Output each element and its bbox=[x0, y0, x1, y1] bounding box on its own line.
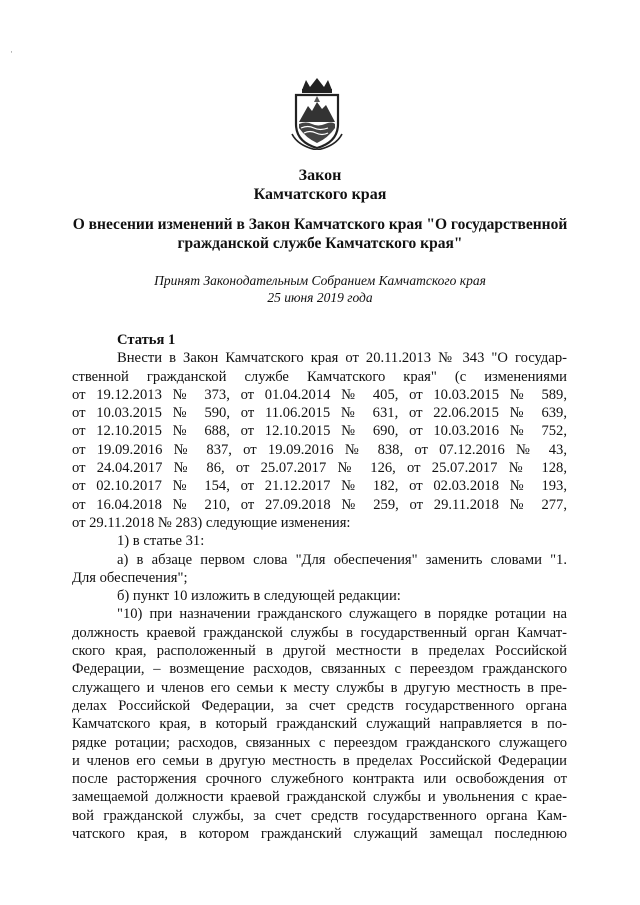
scan-mark: · bbox=[10, 47, 13, 57]
quote-line: Федерации, – возмещение расходов, связанных с переездом гражданского bbox=[72, 661, 567, 678]
adopted-by: Принят Законодательным Собранием Камчатского края bbox=[154, 273, 486, 288]
article-line: от 02.10.2017 № 154, от 21.12.2017 № 182, от 02.03.2018 № 193, bbox=[72, 478, 567, 495]
article-heading: Статья 1 bbox=[117, 332, 176, 348]
quote-line: делах Российской Федерации, за счет средств государственного органа bbox=[72, 697, 567, 714]
quote-line: замещаемой должности краевой гражданской службы и увольнения с крае- bbox=[72, 789, 567, 806]
article-line: ственной гражданской службе Камчатского края" (с изменениями bbox=[72, 368, 567, 385]
coat-of-arms-emblem bbox=[288, 78, 346, 150]
quote-line: ского края, расположенный в другой местности в пределах Российской bbox=[72, 643, 567, 660]
quote-line: "10) при назначении гражданского служащего в порядке ротации на bbox=[117, 606, 567, 623]
adopted-date: 25 июня 2019 года bbox=[267, 290, 373, 305]
article-line: от 29.11.2018 № 283) следующие изменения: bbox=[72, 514, 351, 531]
quote-line: вой гражданской службы, за счет средств государственного органа Кам- bbox=[72, 807, 567, 824]
quote-line: должность краевой гражданской службы в государственный орган Камчат- bbox=[72, 624, 567, 641]
law-title: Закон bbox=[298, 167, 342, 184]
quote-line: после расторжения срочного служебного контракта или освобождения от bbox=[72, 771, 567, 788]
list-item-b: б) пункт 10 изложить в следующей редакции: bbox=[117, 588, 401, 605]
article-line: от 16.04.2018 № 210, от 27.09.2018 № 259, от 29.11.2018 № 277, bbox=[72, 496, 567, 513]
article-line: от 10.03.2015 № 590, от 11.06.2015 № 631, от 22.06.2015 № 639, bbox=[72, 405, 567, 422]
law-subtitle-line2: гражданской службе Камчатского края" bbox=[177, 235, 463, 252]
law-region: Камчатского края bbox=[253, 186, 387, 203]
article-line: от 19.09.2016 № 837, от 19.09.2016 № 838, от 07.12.2016 № 43, bbox=[72, 441, 567, 458]
document-body bbox=[72, 331, 567, 843]
law-subtitle-line1: О внесении изменений в Закон Камчатского края "О государственной bbox=[72, 216, 568, 233]
quote-line: служащего и членов его семьи к месту службы в другую местность в пре- bbox=[72, 679, 567, 696]
quote-line: рядке ротации; расходов, связанных с переездом гражданского служащего bbox=[72, 734, 567, 751]
article-line: от 12.10.2015 № 688, от 12.10.2015 № 690, от 10.03.2016 № 752, bbox=[72, 423, 567, 440]
article-line: от 19.12.2013 № 373, от 01.04.2014 № 405, от 10.03.2015 № 589, bbox=[72, 386, 567, 403]
list-item-a: а) в абзаце первом слова "Для обеспечения" заменить словами "1. bbox=[117, 551, 567, 568]
list-item-a-cont: Для обеспечения"; bbox=[72, 569, 188, 586]
article-line: от 24.04.2017 № 86, от 25.07.2017 № 126, от 25.07.2017 № 128, bbox=[72, 460, 567, 477]
quote-line: Камчатского края, в который гражданский служащий направляется в по- bbox=[72, 716, 567, 733]
list-item-1: 1) в статье 31: bbox=[117, 533, 205, 550]
quote-line: и членов его семьи в другую местность в пределах Российской Федерации bbox=[72, 752, 567, 769]
quote-line: чатского края, в котором гражданский служащий замещал последнюю bbox=[72, 826, 567, 843]
article-line: Внести в Закон Камчатского края от 20.11.2013 № 343 "О государ- bbox=[117, 350, 567, 367]
